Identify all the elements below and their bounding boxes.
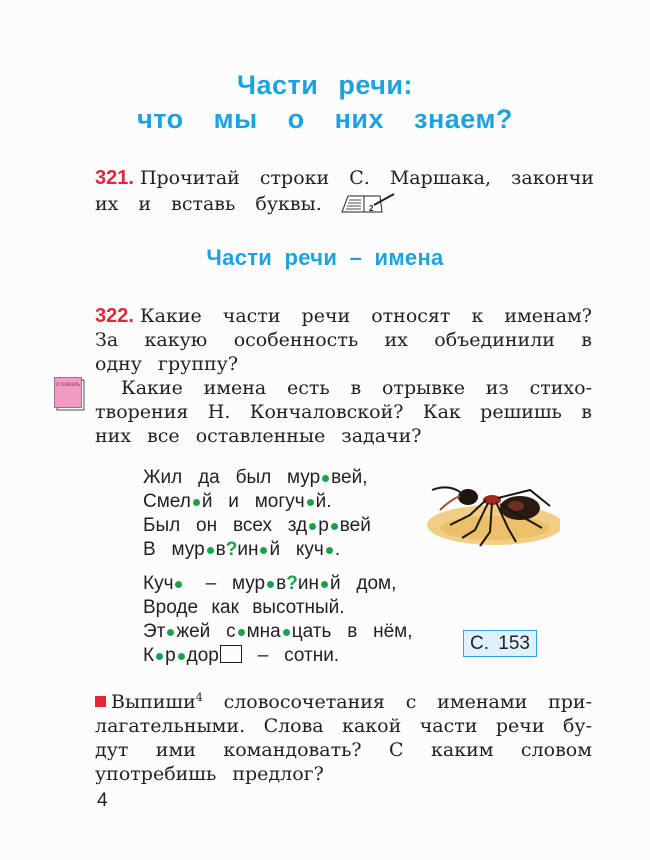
- section-title: Части речи – имена: [206, 245, 444, 270]
- exercise-text: Какие имена есть в отрывке из стихо-: [121, 377, 592, 399]
- missing-letter-dot: [326, 547, 333, 554]
- task-text: Выпиши: [111, 691, 196, 713]
- question-mark: ?: [225, 539, 238, 560]
- poem-line: Вроде как высотный.: [143, 597, 345, 618]
- task-text: словосочетания с именами при-: [202, 691, 592, 713]
- exercise-text: Прочитай строки С. Маршака, закончи: [139, 167, 594, 189]
- missing-letter-dot: [267, 581, 274, 588]
- exercise-number: 321.: [95, 167, 134, 189]
- poem-line: Был он всех зд р вей: [143, 515, 371, 536]
- task-text: лагательными. Слова какой части речи бу-: [95, 715, 592, 737]
- poem-line: Жил да был мур вей,: [143, 467, 368, 488]
- missing-letter-box: [220, 645, 242, 663]
- missing-letter-dot: [283, 629, 290, 636]
- exercise-322: [95, 304, 592, 448]
- exercise-text: Какие части речи относят к именам?: [139, 305, 592, 327]
- ant-illustration: [420, 470, 560, 564]
- poem-line: К р дор – сотни.: [143, 645, 340, 666]
- missing-letter-dot: [193, 499, 200, 506]
- missing-letter-dot: [167, 629, 174, 636]
- notebook-write-icon: [338, 190, 398, 222]
- missing-letter-dot: [321, 581, 328, 588]
- missing-letter-dot: [175, 581, 182, 588]
- missing-letter-dot: [309, 523, 316, 530]
- svg-text:2: 2: [368, 204, 374, 213]
- task-text: употребишь предлог?: [95, 763, 324, 785]
- page-number: 4: [97, 790, 108, 811]
- exercise-text: них все оставленные задачи?: [95, 425, 422, 447]
- missing-letter-dot: [322, 475, 329, 482]
- missing-letter-dot: [307, 499, 314, 506]
- exercise-text: их и вставь буквы.: [95, 193, 322, 215]
- missing-letter-dot: [207, 547, 214, 554]
- task-block: [95, 690, 592, 786]
- poem-line: Эт жей с мна цать в нём,: [143, 621, 413, 642]
- poem-stanza-2: [143, 572, 413, 668]
- poem-line: В мур в?ин й куч .: [143, 539, 341, 560]
- exercise-text: одну группу?: [95, 353, 239, 375]
- missing-letter-dot: [331, 523, 338, 530]
- missing-letter-dot: [238, 629, 245, 636]
- question-mark: ?: [286, 573, 298, 594]
- exercise-321: [95, 166, 592, 214]
- missing-letter-dot: [178, 653, 185, 660]
- footnote-marker: 4: [195, 691, 203, 704]
- chapter-title-line2: что мы о них знаем?: [137, 104, 513, 134]
- exercise-number: 322.: [95, 305, 134, 327]
- exercise-text: За какую особенность их объединили в: [95, 329, 592, 351]
- red-square-icon: [95, 696, 106, 707]
- exercise-text: творения Н. Кончаловской? Как решишь в: [95, 401, 592, 423]
- dictionary-book-icon: [54, 377, 86, 415]
- poem-stanza-1: [143, 466, 371, 562]
- missing-letter-dot: [156, 653, 163, 660]
- missing-letter-dot: [260, 547, 267, 554]
- poem-line: Куч – мур в?ин й дом,: [143, 573, 397, 594]
- svg-text:СЛОВАРЬ: СЛОВАРЬ: [56, 383, 80, 388]
- chapter-title-line1: Части речи:: [237, 70, 413, 100]
- page-reference-badge: С. 153: [463, 630, 537, 657]
- task-text: дут ими командовать? С каким словом: [95, 739, 592, 761]
- poem-line: Смел й и могуч й.: [143, 491, 332, 512]
